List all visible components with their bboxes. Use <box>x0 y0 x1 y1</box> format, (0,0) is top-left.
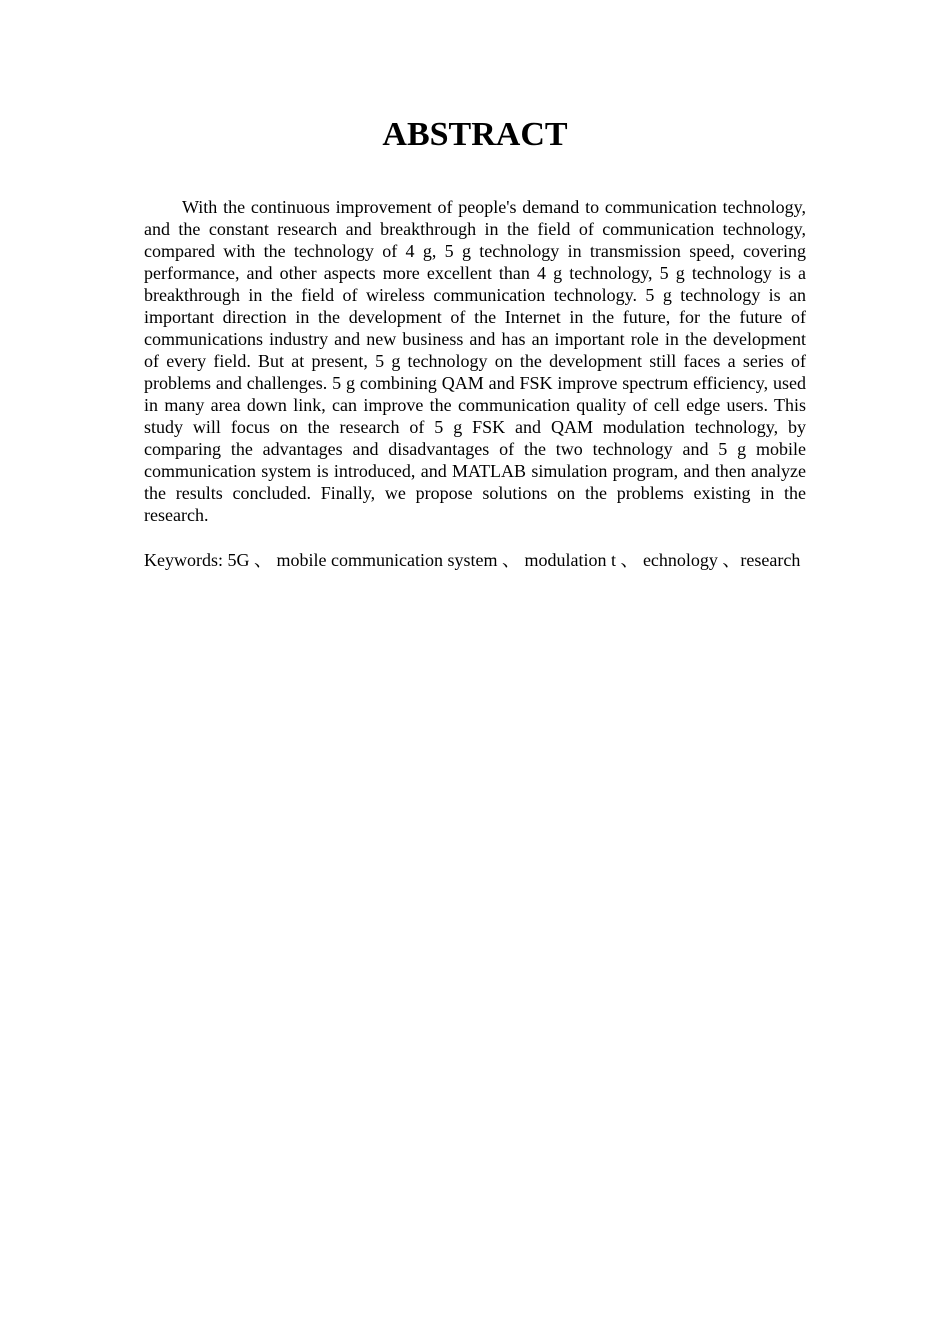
abstract-title: ABSTRACT <box>382 116 568 153</box>
keywords-line: Keywords: 5G 、 mobile communication system 、 modulation t 、 echnology 、research <box>144 550 801 570</box>
abstract-paragraph: With the continuous improvement of people's demand to communication technology, and the constant research and breakthrough in the field of communication technology, compared with the technology of 4 g, 5 g technology in transmission speed, covering performance, and other aspects more excellent than 4 g technology, 5 g technology is a breakthrough in the field of wireless communication technology. 5 g technology is an important direction in the development of the Internet in the future, for the future of communications industry and new business and has an important role in the development of every field. But at present, 5 g technology on the development still faces a series of problems and challenges. 5 g combining QAM and FSK improve spectrum efficiency, used in many area down link, can improve the communication quality of cell edge users. This study will focus on the research of 5 g FSK and QAM modulation technology, by comparing the advantages and disadvantages of the two technology and 5 g mobile communication system is introduced, and MATLAB simulation program, and then analyze the results concluded. Finally, we propose solutions on the problems existing in the research. <box>144 197 806 525</box>
